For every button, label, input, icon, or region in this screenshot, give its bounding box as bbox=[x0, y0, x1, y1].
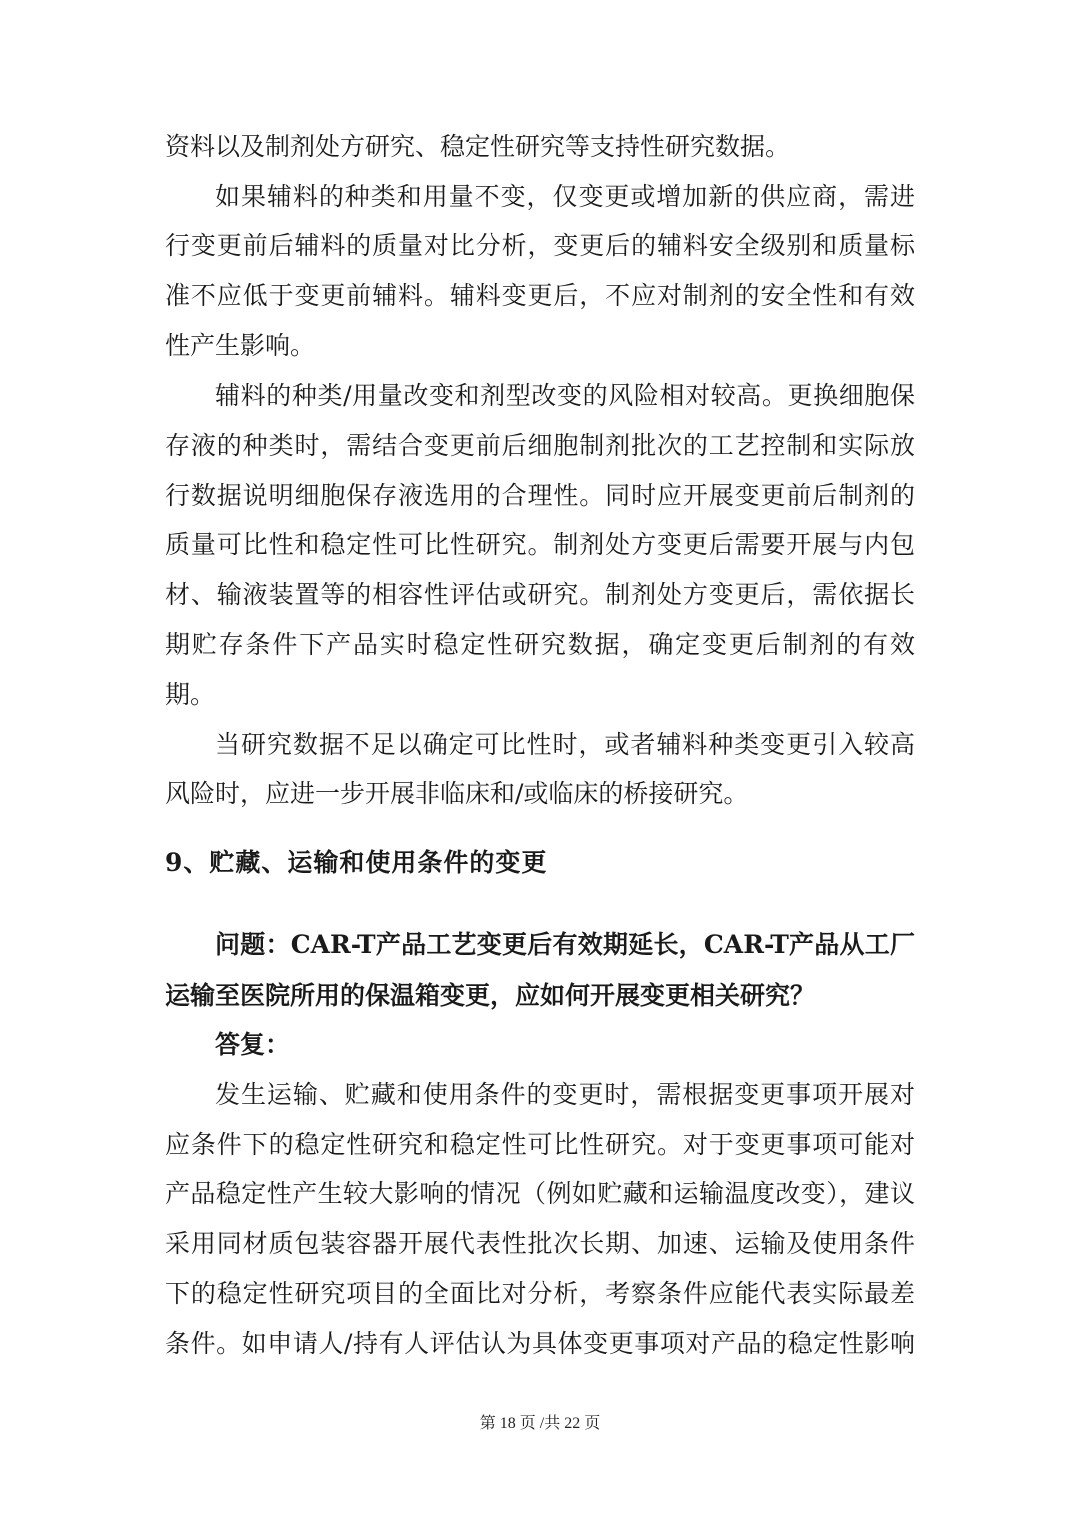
paragraph-line: 资料以及制剂处方研究、稳定性研究等支持性研究数据。 bbox=[165, 132, 791, 161]
answer-line: 条件。如申请人/持有人评估认为具体变更事项对产品的稳定性影响 bbox=[165, 1329, 915, 1358]
paragraph-line: 存液的种类时，需结合变更前后细胞制剂批次的工艺控制和实际放 bbox=[165, 431, 915, 460]
paragraph-line: 材、输液装置等的相容性评估或研究。制剂处方变更后，需依据长 bbox=[165, 580, 915, 609]
question-line: 运输至医院所用的保温箱变更，应如何开展变更相关研究？ bbox=[165, 981, 816, 1010]
paragraph-line: 风险时，应进一步开展非临床和/或临床的桥接研究。 bbox=[165, 779, 749, 808]
question-line: 问题：CAR-T产品工艺变更后有效期延长，CAR-T产品从工厂 bbox=[215, 930, 915, 959]
paragraph-line: 期。 bbox=[165, 680, 216, 709]
paragraph-line: 当研究数据不足以确定可比性时，或者辅料种类变更引入较高 bbox=[215, 730, 915, 759]
paragraph-line: 辅料的种类/用量改变和剂型改变的风险相对较高。更换细胞保 bbox=[215, 381, 915, 410]
paragraph-line: 如果辅料的种类和用量不变，仅变更或增加新的供应商，需进 bbox=[215, 182, 915, 211]
paragraph-line: 准不应低于变更前辅料。辅料变更后，不应对制剂的安全性和有效 bbox=[165, 281, 915, 310]
paragraph-line: 行数据说明细胞保存液选用的合理性。同时应开展变更前后制剂的 bbox=[165, 481, 915, 510]
answer-line: 采用同材质包装容器开展代表性批次长期、加速、运输及使用条件 bbox=[165, 1229, 915, 1258]
paragraph-line: 行变更前后辅料的质量对比分析，变更后的辅料安全级别和质量标 bbox=[165, 231, 915, 260]
answer-line: 下的稳定性研究项目的全面比对分析，考察条件应能代表实际最差 bbox=[165, 1279, 915, 1308]
page-number: 第 18 页 /共 22 页 bbox=[479, 1415, 601, 1432]
answer-line: 应条件下的稳定性研究和稳定性可比性研究。对于变更事项可能对 bbox=[165, 1130, 915, 1159]
paragraph-line: 期贮存条件下产品实时稳定性研究数据，确定变更后制剂的有效 bbox=[165, 630, 915, 659]
paragraph-line: 性产生影响。 bbox=[165, 331, 316, 360]
answer-line: 发生运输、贮藏和使用条件的变更时，需根据变更事项开展对 bbox=[215, 1080, 915, 1109]
section-heading: 9、贮藏、运输和使用条件的变更 bbox=[165, 848, 548, 877]
answer-label: 答复： bbox=[215, 1030, 291, 1059]
paragraph-line: 质量可比性和稳定性可比性研究。制剂处方变更后需要开展与内包 bbox=[165, 530, 915, 559]
answer-line: 产品稳定性产生较大影响的情况（例如贮藏和运输温度改变），建议 bbox=[165, 1179, 915, 1208]
